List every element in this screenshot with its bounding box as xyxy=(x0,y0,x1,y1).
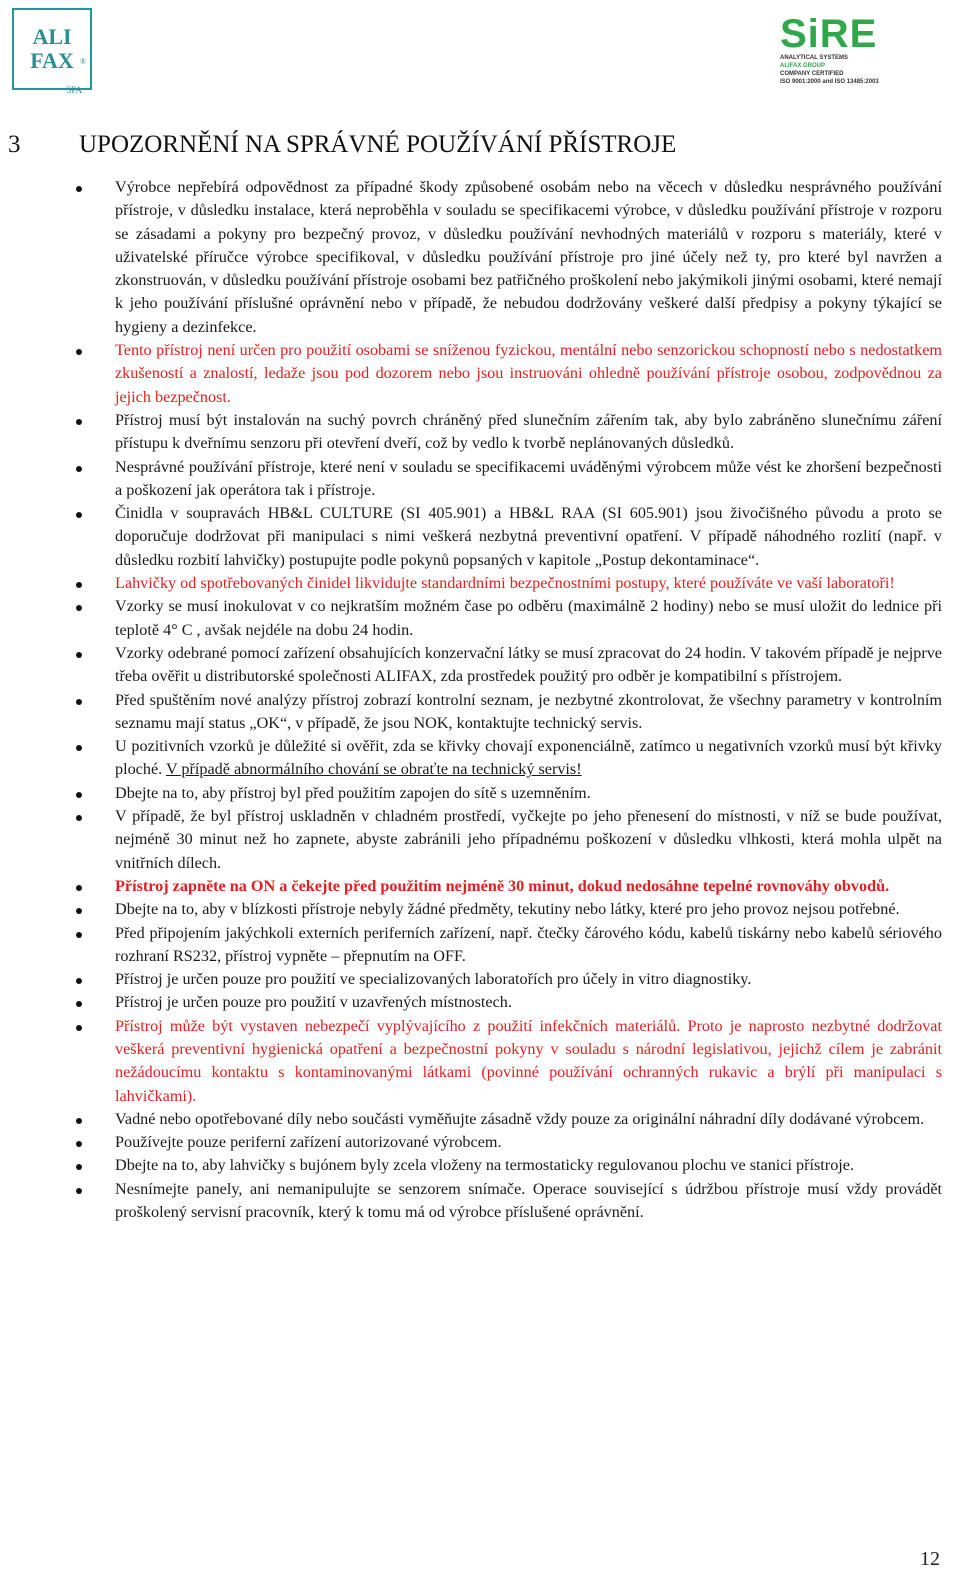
bullet-icon xyxy=(76,1001,82,1007)
item-text: Před spuštěním nové analýzy přístroj zobrazí kontrolní seznam, je nezbytné zkontrolovat, že všechny parametry v kontrolním seznamu mají status „OK“, v případě, že jsou NOK, kontaktujte technický servis. xyxy=(115,690,942,732)
bullet-icon xyxy=(76,1188,82,1194)
item-text: U pozitivních vzorků je důležité si ověřit, zda se křivky chovají exponenciálně, zatímco u negativních vzorků musí být křivky ploché. xyxy=(115,737,942,779)
list-item xyxy=(0,968,960,991)
list-item xyxy=(0,1154,960,1177)
bullet-icon xyxy=(76,885,82,891)
section-number: 3 xyxy=(8,131,21,158)
list-item xyxy=(0,689,960,736)
bullet-icon xyxy=(76,815,82,821)
logo-right-line1: ANALYTICAL SYSTEMS xyxy=(780,55,849,61)
list-item xyxy=(0,1015,960,1108)
bullet-icon xyxy=(76,699,82,705)
item-text: Vzorky se musí inokulovat v co nejkratším možném čase po odběru (maximálně 2 hodiny) nebo se musí uložit do lednice při teplotě 4° C , avšak nejdéle na dobu 24 hodin. xyxy=(115,597,942,639)
list-item xyxy=(0,502,960,572)
logo-right-line2: ALIFAX GROUP xyxy=(780,63,826,69)
bullet-icon xyxy=(76,349,82,355)
list-item xyxy=(0,339,960,409)
logo-right-line4: ISO 9001:2000 and ISO 13485:2003 xyxy=(780,79,879,85)
list-item xyxy=(0,782,960,805)
list-item xyxy=(0,805,960,875)
page-number: 12 xyxy=(920,1548,940,1570)
alifax-logo xyxy=(12,8,92,95)
bullet-icon xyxy=(76,792,82,798)
item-text: Činidla v soupravách HB&L CULTURE (SI 405.901) a HB&L RAA (SI 605.901) jsou živočišného původu a proto se doporučuje dodržovat při manipulaci s nimi veškerá nezbytná preventivní opatření. V případě náhodného rozlití (např. v důsledku rozbití lahvičky) postupujte podle pokynů popsaných v kapitole „Postup dekontaminace“. xyxy=(115,504,942,569)
list-item xyxy=(0,409,960,456)
logo-left-line1: ALI xyxy=(32,24,72,49)
item-text: Dbejte na to, aby lahvičky s bujónem byly zcela vloženy na termostaticky regulovanou plochu ve stanici přístroje. xyxy=(115,1156,855,1175)
item-text: Přístroj je určen pouze pro použití v uzavřených místnostech. xyxy=(115,993,512,1012)
item-text: Výrobce nepřebírá odpovědnost za případné škody způsobené osobám nebo na věcech v důsledku nesprávného používání přístroje, v důsledku instalace, která neproběhla v souladu se specifikacemi výrobce, v důsledku používání přístroje v rozporu se zásadami a pokyny pro bezpečný provoz, v důsledku používání nevhodných materiálů v rozporu s materiály, které v uživatelské příručce výrobce specifikoval, v důsledku používání přístroje pro jiné účely než ty, pro které byl navržen a zkonstruován, v důsledku používání přístroje osobami bez patřičného proškolení nebo jakýmikoli jinými osobami, které nemají k jeho používání příslušné oprávnění nebo v případě, že nebudou dodržovány veškeré další předpisy a pokyny týkající se hygieny a dezinfekce. xyxy=(115,178,942,336)
item-text: Dbejte na to, aby v blízkosti přístroje nebyly žádné předměty, tekutiny nebo látky, které pro jeho provoz nejsou potřebné. xyxy=(115,900,900,919)
item-redbold: Přístroj zapněte na ON a čekejte před použitím nejméně 30 minut, dokud nedosáhne tepelné rovnováhy obvodů. xyxy=(115,876,890,895)
list-item xyxy=(0,1178,960,1225)
bullet-icon xyxy=(76,745,82,751)
item-text: Vadné nebo opotřebované díly nebo součásti vyměňujte zásadně vždy pouze za originální náhradní díly dodávané výrobcem. xyxy=(115,1109,925,1128)
list-item xyxy=(0,1131,960,1154)
list-item xyxy=(0,1108,960,1131)
bullet-icon xyxy=(76,1025,82,1031)
sire-logo xyxy=(780,14,930,94)
bullet-icon xyxy=(76,1141,82,1147)
section-title: UPOZORNĚNÍ NA SPRÁVNÉ POUŽÍVÁNÍ PŘÍSTROJE xyxy=(79,131,677,158)
bullet-icon xyxy=(76,1164,82,1170)
bullet-icon xyxy=(76,582,82,588)
bullet-icon xyxy=(76,419,82,425)
logo-right-line3: COMPANY CERTIFIED xyxy=(780,71,844,77)
list-item xyxy=(0,572,960,595)
item-text: Přístroj je určen pouze pro použití ve specializovaných laboratořích pro účely in vitro diagnostiky. xyxy=(115,970,752,989)
item-underline: V případě abnormálního chování se obraťte na technický servis! xyxy=(165,760,582,779)
bullet-icon xyxy=(76,932,82,938)
list-item xyxy=(0,176,960,339)
list-item xyxy=(0,642,960,689)
logo-left-spa: SPA xyxy=(66,85,82,95)
item-text: Dbejte na to, aby přístroj byl před použitím zapojen do sítě s uzemněním. xyxy=(115,783,591,802)
warning-list xyxy=(0,176,960,1224)
item-text: Nesprávné používání přístroje, které není v souladu se specifikacemi uváděnými výrobcem může vést ke zhoršení bezpečnosti a poškození jak operátora tak i přístroje. xyxy=(115,457,942,499)
bullet-icon xyxy=(76,1118,82,1124)
list-item xyxy=(0,875,960,898)
bullet-icon xyxy=(76,512,82,518)
list-item xyxy=(0,735,960,782)
item-text: Používejte pouze periferní zařízení autorizované výrobcem. xyxy=(115,1133,502,1152)
bullet-icon xyxy=(76,466,82,472)
item-red: Lahvičky od spotřebovaných činidel likvidujte standardními bezpečnostními postupy, které používáte ve vaší laboratoři! xyxy=(115,574,895,593)
list-item xyxy=(0,898,960,921)
list-item xyxy=(0,595,960,642)
list-item xyxy=(0,991,960,1014)
bullet-icon xyxy=(76,978,82,984)
bullet-icon xyxy=(76,908,82,914)
logo-right-word: SiRE xyxy=(780,12,878,56)
item-text: Přístroj musí být instalován na suchý povrch chráněný před slunečním zářením tak, aby bylo zabráněno slunečnímu záření přístupu k dveřnímu senzoru při otevření dveří, což by vedlo k tvorbě neplánovaných důsledků. xyxy=(115,410,942,453)
bullet-icon xyxy=(76,186,82,192)
bullet-icon xyxy=(76,652,82,658)
item-text: Před připojením jakýchkoli externích periferních zařízení, např. čtečky čárového kódu, kabelů tiskárny nebo kabelů sériového rozhraní RS232, přístroj vypněte – přepnutím na OFF. xyxy=(115,923,942,965)
item-red: Přístroj může být vystaven nebezpečí vyplývajícího z použití infekčních materiálů. Proto je naprosto nezbytné dodržovat veškerá preventivní hygienická opatření a bezpečnostní pokyny v souladu s národní legislativou, jejichž cílem je zabránit nežádoucímu kontaktu s kontaminovanými látkami (povinné používání ochranných rukavic a brýlí při manipulaci s lahvičkami). xyxy=(115,1016,942,1105)
list-item xyxy=(0,456,960,503)
item-text: Vzorky odebrané pomocí zařízení obsahujících konzervační látky se musí zpracovat do 24 hodin. V takovém případě je nejprve třeba ověřit u distributorské společnosti ALIFAX, zda prostředek použitý pro odběr je kompatibilní s přístrojem. xyxy=(115,643,942,686)
item-text: V případě, že byl přístroj uskladněn v chladném prostředí, vyčkejte po jeho přenesení do místnosti, v níž se bude používat, nejméně 30 minut než ho zapnete, abyste zabránili jeho případnému poškození v důsledku vlhkosti, která mohla ulpět na vnitřních dílech. xyxy=(115,807,942,872)
logo-left-reg: ® xyxy=(79,57,86,66)
logo-left-line2: FAX xyxy=(30,48,74,73)
bullet-icon xyxy=(76,605,82,611)
item-red: Tento přístroj není určen pro použití osobami se sníženou fyzickou, mentální nebo senzorickou schopností nebo s nedostatkem zkušeností a znalostí, ledaže jsou pod dozorem nebo jsou instruováni ohledně používání přístroje osobou, zodpovědnou za jejich bezpečnost. xyxy=(115,341,942,406)
item-text: Nesnímejte panely, ani nemanipulujte se senzorem snímače. Operace související s údržbou přístroje musí vždy provádět proškolený servisní pracovník, který k tomu má od výrobce příslušené oprávnění. xyxy=(115,1179,942,1222)
list-item xyxy=(0,922,960,969)
